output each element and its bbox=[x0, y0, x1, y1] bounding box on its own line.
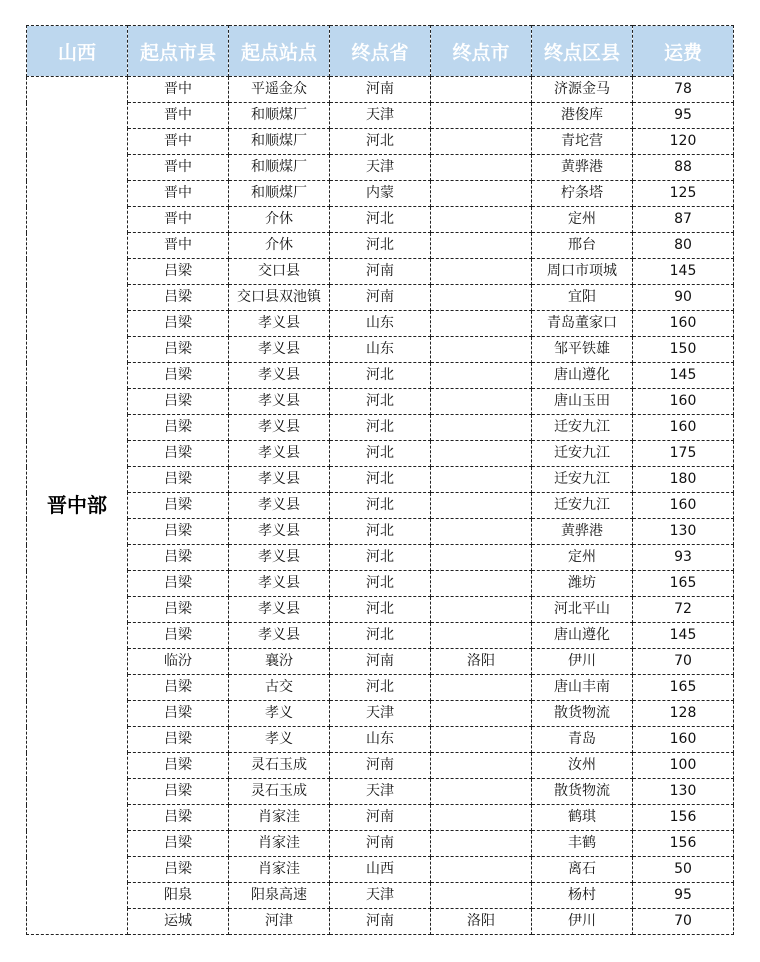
table-header bbox=[27, 26, 734, 77]
freight-cell: 130 bbox=[633, 779, 734, 805]
destination-district-cell: 河北平山 bbox=[532, 597, 633, 623]
table-row bbox=[27, 909, 734, 935]
destination-province-cell: 河北 bbox=[330, 207, 431, 233]
destination-province-cell: 河北 bbox=[330, 233, 431, 259]
table-row bbox=[27, 415, 734, 441]
freight-cell: 93 bbox=[633, 545, 734, 571]
destination-district-cell: 周口市项城 bbox=[532, 259, 633, 285]
origin-city-cell: 吕梁 bbox=[128, 493, 229, 519]
origin-station-cell: 和顺煤厂 bbox=[229, 129, 330, 155]
destination-district-cell: 青岛董家口 bbox=[532, 311, 633, 337]
destination-province-cell: 河北 bbox=[330, 389, 431, 415]
origin-station-cell: 和顺煤厂 bbox=[229, 103, 330, 129]
freight-cell: 87 bbox=[633, 207, 734, 233]
table-row bbox=[27, 727, 734, 753]
destination-district-cell: 离石 bbox=[532, 857, 633, 883]
freight-cell: 70 bbox=[633, 649, 734, 675]
destination-province-cell: 河北 bbox=[330, 675, 431, 701]
origin-city-cell: 晋中 bbox=[128, 77, 229, 103]
destination-district-cell: 宜阳 bbox=[532, 285, 633, 311]
table-row bbox=[27, 675, 734, 701]
freight-table-sheet bbox=[26, 25, 734, 935]
origin-station-cell: 孝义县 bbox=[229, 597, 330, 623]
origin-city-cell: 吕梁 bbox=[128, 831, 229, 857]
origin-city-cell: 吕梁 bbox=[128, 857, 229, 883]
freight-cell: 145 bbox=[633, 363, 734, 389]
origin-city-cell: 吕梁 bbox=[128, 571, 229, 597]
table-row bbox=[27, 337, 734, 363]
destination-province-cell: 河南 bbox=[330, 831, 431, 857]
destination-district-cell: 黄骅港 bbox=[532, 155, 633, 181]
destination-city-cell bbox=[431, 675, 532, 701]
freight-cell: 95 bbox=[633, 103, 734, 129]
destination-district-cell: 邢台 bbox=[532, 233, 633, 259]
destination-province-cell: 河南 bbox=[330, 753, 431, 779]
destination-district-cell: 鹤琪 bbox=[532, 805, 633, 831]
freight-cell: 156 bbox=[633, 831, 734, 857]
table-row bbox=[27, 181, 734, 207]
destination-province-cell: 河北 bbox=[330, 571, 431, 597]
freight-cell: 160 bbox=[633, 727, 734, 753]
destination-city-cell bbox=[431, 571, 532, 597]
destination-city-cell bbox=[431, 233, 532, 259]
destination-city-cell bbox=[431, 103, 532, 129]
origin-city-cell: 吕梁 bbox=[128, 285, 229, 311]
origin-station-cell: 介休 bbox=[229, 233, 330, 259]
table-row bbox=[27, 103, 734, 129]
freight-cell: 95 bbox=[633, 883, 734, 909]
destination-district-cell: 散货物流 bbox=[532, 779, 633, 805]
destination-city-cell bbox=[431, 753, 532, 779]
header-destination-city: 终点市 bbox=[431, 26, 532, 77]
destination-province-cell: 河北 bbox=[330, 415, 431, 441]
origin-city-cell: 吕梁 bbox=[128, 519, 229, 545]
table-row bbox=[27, 311, 734, 337]
destination-district-cell: 丰鹤 bbox=[532, 831, 633, 857]
destination-city-cell bbox=[431, 727, 532, 753]
origin-city-cell: 吕梁 bbox=[128, 337, 229, 363]
origin-station-cell: 介休 bbox=[229, 207, 330, 233]
origin-city-cell: 吕梁 bbox=[128, 727, 229, 753]
destination-province-cell: 河南 bbox=[330, 77, 431, 103]
destination-city-cell bbox=[431, 779, 532, 805]
destination-district-cell: 青岛 bbox=[532, 727, 633, 753]
table-row bbox=[27, 233, 734, 259]
origin-city-cell: 吕梁 bbox=[128, 805, 229, 831]
freight-cell: 120 bbox=[633, 129, 734, 155]
destination-province-cell: 河北 bbox=[330, 441, 431, 467]
table-row bbox=[27, 857, 734, 883]
destination-province-cell: 山西 bbox=[330, 857, 431, 883]
origin-station-cell: 孝义县 bbox=[229, 441, 330, 467]
table-row bbox=[27, 701, 734, 727]
origin-station-cell: 孝义县 bbox=[229, 311, 330, 337]
freight-cell: 160 bbox=[633, 311, 734, 337]
table-row bbox=[27, 623, 734, 649]
destination-city-cell bbox=[431, 623, 532, 649]
destination-city-cell bbox=[431, 467, 532, 493]
destination-province-cell: 河北 bbox=[330, 467, 431, 493]
destination-province-cell: 河北 bbox=[330, 597, 431, 623]
table-row bbox=[27, 597, 734, 623]
origin-city-cell: 吕梁 bbox=[128, 545, 229, 571]
header-destination-province: 终点省 bbox=[330, 26, 431, 77]
destination-city-cell: 洛阳 bbox=[431, 649, 532, 675]
destination-district-cell: 迁安九江 bbox=[532, 415, 633, 441]
origin-station-cell: 孝义县 bbox=[229, 519, 330, 545]
destination-city-cell: 洛阳 bbox=[431, 909, 532, 935]
freight-cell: 80 bbox=[633, 233, 734, 259]
destination-city-cell bbox=[431, 597, 532, 623]
table-row bbox=[27, 883, 734, 909]
table-row bbox=[27, 805, 734, 831]
freight-cell: 165 bbox=[633, 675, 734, 701]
origin-city-cell: 吕梁 bbox=[128, 753, 229, 779]
destination-city-cell bbox=[431, 545, 532, 571]
destination-province-cell: 山东 bbox=[330, 337, 431, 363]
origin-station-cell: 孝义县 bbox=[229, 415, 330, 441]
destination-district-cell: 唐山玉田 bbox=[532, 389, 633, 415]
destination-province-cell: 河北 bbox=[330, 519, 431, 545]
table-row bbox=[27, 571, 734, 597]
table-row bbox=[27, 753, 734, 779]
destination-district-cell: 散货物流 bbox=[532, 701, 633, 727]
freight-cell: 78 bbox=[633, 77, 734, 103]
destination-city-cell bbox=[431, 493, 532, 519]
destination-district-cell: 迁安九江 bbox=[532, 493, 633, 519]
destination-province-cell: 天津 bbox=[330, 779, 431, 805]
origin-station-cell: 交口县双池镇 bbox=[229, 285, 330, 311]
header-origin-station: 起点站点 bbox=[229, 26, 330, 77]
destination-city-cell bbox=[431, 337, 532, 363]
destination-province-cell: 山东 bbox=[330, 727, 431, 753]
destination-district-cell: 唐山遵化 bbox=[532, 363, 633, 389]
region-cell: 晋中部 bbox=[27, 77, 128, 935]
origin-station-cell: 孝义县 bbox=[229, 545, 330, 571]
origin-station-cell: 阳泉高速 bbox=[229, 883, 330, 909]
freight-cell: 90 bbox=[633, 285, 734, 311]
header-origin-city: 起点市县 bbox=[128, 26, 229, 77]
freight-cell: 180 bbox=[633, 467, 734, 493]
freight-cell: 145 bbox=[633, 259, 734, 285]
destination-city-cell bbox=[431, 363, 532, 389]
destination-city-cell bbox=[431, 701, 532, 727]
destination-district-cell: 潍坊 bbox=[532, 571, 633, 597]
destination-district-cell: 定州 bbox=[532, 207, 633, 233]
destination-district-cell: 黄骅港 bbox=[532, 519, 633, 545]
destination-city-cell bbox=[431, 805, 532, 831]
freight-cell: 145 bbox=[633, 623, 734, 649]
origin-station-cell: 平遥金众 bbox=[229, 77, 330, 103]
origin-station-cell: 孝义 bbox=[229, 727, 330, 753]
freight-rate-table bbox=[26, 25, 734, 935]
header-row bbox=[27, 26, 734, 77]
freight-cell: 160 bbox=[633, 493, 734, 519]
destination-district-cell: 青坨营 bbox=[532, 129, 633, 155]
origin-city-cell: 吕梁 bbox=[128, 701, 229, 727]
freight-cell: 160 bbox=[633, 389, 734, 415]
origin-station-cell: 襄汾 bbox=[229, 649, 330, 675]
destination-province-cell: 河南 bbox=[330, 805, 431, 831]
freight-cell: 128 bbox=[633, 701, 734, 727]
destination-province-cell: 河北 bbox=[330, 493, 431, 519]
table-row bbox=[27, 441, 734, 467]
destination-city-cell bbox=[431, 415, 532, 441]
table-row bbox=[27, 363, 734, 389]
origin-city-cell: 晋中 bbox=[128, 129, 229, 155]
origin-station-cell: 孝义县 bbox=[229, 623, 330, 649]
destination-district-cell: 济源金马 bbox=[532, 77, 633, 103]
table-row bbox=[27, 545, 734, 571]
destination-province-cell: 天津 bbox=[330, 701, 431, 727]
table-row bbox=[27, 77, 734, 103]
destination-province-cell: 河北 bbox=[330, 129, 431, 155]
destination-district-cell: 定州 bbox=[532, 545, 633, 571]
destination-province-cell: 内蒙 bbox=[330, 181, 431, 207]
origin-city-cell: 吕梁 bbox=[128, 597, 229, 623]
origin-station-cell: 孝义县 bbox=[229, 337, 330, 363]
freight-cell: 72 bbox=[633, 597, 734, 623]
destination-province-cell: 河南 bbox=[330, 649, 431, 675]
origin-station-cell: 河津 bbox=[229, 909, 330, 935]
destination-city-cell bbox=[431, 155, 532, 181]
origin-station-cell: 灵石玉成 bbox=[229, 779, 330, 805]
freight-cell: 70 bbox=[633, 909, 734, 935]
table-row bbox=[27, 649, 734, 675]
origin-city-cell: 吕梁 bbox=[128, 441, 229, 467]
table-body bbox=[27, 77, 734, 935]
destination-city-cell bbox=[431, 207, 532, 233]
origin-city-cell: 晋中 bbox=[128, 181, 229, 207]
freight-cell: 165 bbox=[633, 571, 734, 597]
destination-city-cell bbox=[431, 883, 532, 909]
origin-city-cell: 吕梁 bbox=[128, 467, 229, 493]
table-row bbox=[27, 207, 734, 233]
destination-province-cell: 河南 bbox=[330, 909, 431, 935]
origin-station-cell: 和顺煤厂 bbox=[229, 155, 330, 181]
destination-city-cell bbox=[431, 441, 532, 467]
origin-station-cell: 孝义县 bbox=[229, 363, 330, 389]
origin-station-cell: 肖家洼 bbox=[229, 831, 330, 857]
destination-city-cell bbox=[431, 77, 532, 103]
destination-province-cell: 天津 bbox=[330, 883, 431, 909]
freight-cell: 100 bbox=[633, 753, 734, 779]
table-row bbox=[27, 155, 734, 181]
destination-city-cell bbox=[431, 259, 532, 285]
table-row bbox=[27, 259, 734, 285]
destination-city-cell bbox=[431, 519, 532, 545]
table-row bbox=[27, 129, 734, 155]
destination-province-cell: 河南 bbox=[330, 259, 431, 285]
origin-city-cell: 晋中 bbox=[128, 207, 229, 233]
freight-cell: 125 bbox=[633, 181, 734, 207]
header-destination-district: 终点区县 bbox=[532, 26, 633, 77]
freight-cell: 150 bbox=[633, 337, 734, 363]
freight-cell: 156 bbox=[633, 805, 734, 831]
origin-station-cell: 灵石玉成 bbox=[229, 753, 330, 779]
freight-cell: 88 bbox=[633, 155, 734, 181]
origin-city-cell: 晋中 bbox=[128, 233, 229, 259]
destination-province-cell: 天津 bbox=[330, 103, 431, 129]
destination-district-cell: 伊川 bbox=[532, 649, 633, 675]
origin-city-cell: 吕梁 bbox=[128, 259, 229, 285]
freight-cell: 160 bbox=[633, 415, 734, 441]
destination-city-cell bbox=[431, 129, 532, 155]
table-row bbox=[27, 493, 734, 519]
origin-station-cell: 古交 bbox=[229, 675, 330, 701]
destination-province-cell: 天津 bbox=[330, 155, 431, 181]
origin-city-cell: 吕梁 bbox=[128, 363, 229, 389]
destination-district-cell: 杨村 bbox=[532, 883, 633, 909]
destination-district-cell: 迁安九江 bbox=[532, 441, 633, 467]
origin-city-cell: 阳泉 bbox=[128, 883, 229, 909]
table-row bbox=[27, 831, 734, 857]
destination-city-cell bbox=[431, 311, 532, 337]
destination-city-cell bbox=[431, 831, 532, 857]
freight-cell: 175 bbox=[633, 441, 734, 467]
origin-station-cell: 肖家洼 bbox=[229, 805, 330, 831]
freight-cell: 130 bbox=[633, 519, 734, 545]
destination-district-cell: 柠条塔 bbox=[532, 181, 633, 207]
table-row bbox=[27, 285, 734, 311]
origin-station-cell: 和顺煤厂 bbox=[229, 181, 330, 207]
origin-station-cell: 孝义县 bbox=[229, 467, 330, 493]
origin-city-cell: 晋中 bbox=[128, 155, 229, 181]
origin-station-cell: 交口县 bbox=[229, 259, 330, 285]
origin-city-cell: 临汾 bbox=[128, 649, 229, 675]
origin-station-cell: 孝义县 bbox=[229, 493, 330, 519]
table-row bbox=[27, 519, 734, 545]
origin-station-cell: 孝义县 bbox=[229, 389, 330, 415]
header-freight: 运费 bbox=[633, 26, 734, 77]
destination-province-cell: 河南 bbox=[330, 285, 431, 311]
table-row bbox=[27, 467, 734, 493]
origin-station-cell: 孝义县 bbox=[229, 571, 330, 597]
destination-city-cell bbox=[431, 389, 532, 415]
origin-city-cell: 吕梁 bbox=[128, 779, 229, 805]
destination-city-cell bbox=[431, 857, 532, 883]
destination-district-cell: 邹平铁雄 bbox=[532, 337, 633, 363]
destination-province-cell: 河北 bbox=[330, 545, 431, 571]
origin-city-cell: 吕梁 bbox=[128, 623, 229, 649]
destination-province-cell: 河北 bbox=[330, 363, 431, 389]
origin-city-cell: 吕梁 bbox=[128, 415, 229, 441]
destination-district-cell: 唐山丰南 bbox=[532, 675, 633, 701]
table-row bbox=[27, 779, 734, 805]
freight-cell: 50 bbox=[633, 857, 734, 883]
destination-district-cell: 迁安九江 bbox=[532, 467, 633, 493]
header-province: 山西 bbox=[27, 26, 128, 77]
destination-district-cell: 港俊库 bbox=[532, 103, 633, 129]
origin-city-cell: 晋中 bbox=[128, 103, 229, 129]
origin-station-cell: 肖家洼 bbox=[229, 857, 330, 883]
destination-city-cell bbox=[431, 181, 532, 207]
origin-city-cell: 吕梁 bbox=[128, 311, 229, 337]
table-row bbox=[27, 389, 734, 415]
destination-city-cell bbox=[431, 285, 532, 311]
destination-province-cell: 河北 bbox=[330, 623, 431, 649]
origin-station-cell: 孝义 bbox=[229, 701, 330, 727]
origin-city-cell: 吕梁 bbox=[128, 675, 229, 701]
destination-district-cell: 汝州 bbox=[532, 753, 633, 779]
origin-city-cell: 吕梁 bbox=[128, 389, 229, 415]
destination-district-cell: 伊川 bbox=[532, 909, 633, 935]
destination-province-cell: 山东 bbox=[330, 311, 431, 337]
origin-city-cell: 运城 bbox=[128, 909, 229, 935]
destination-district-cell: 唐山遵化 bbox=[532, 623, 633, 649]
